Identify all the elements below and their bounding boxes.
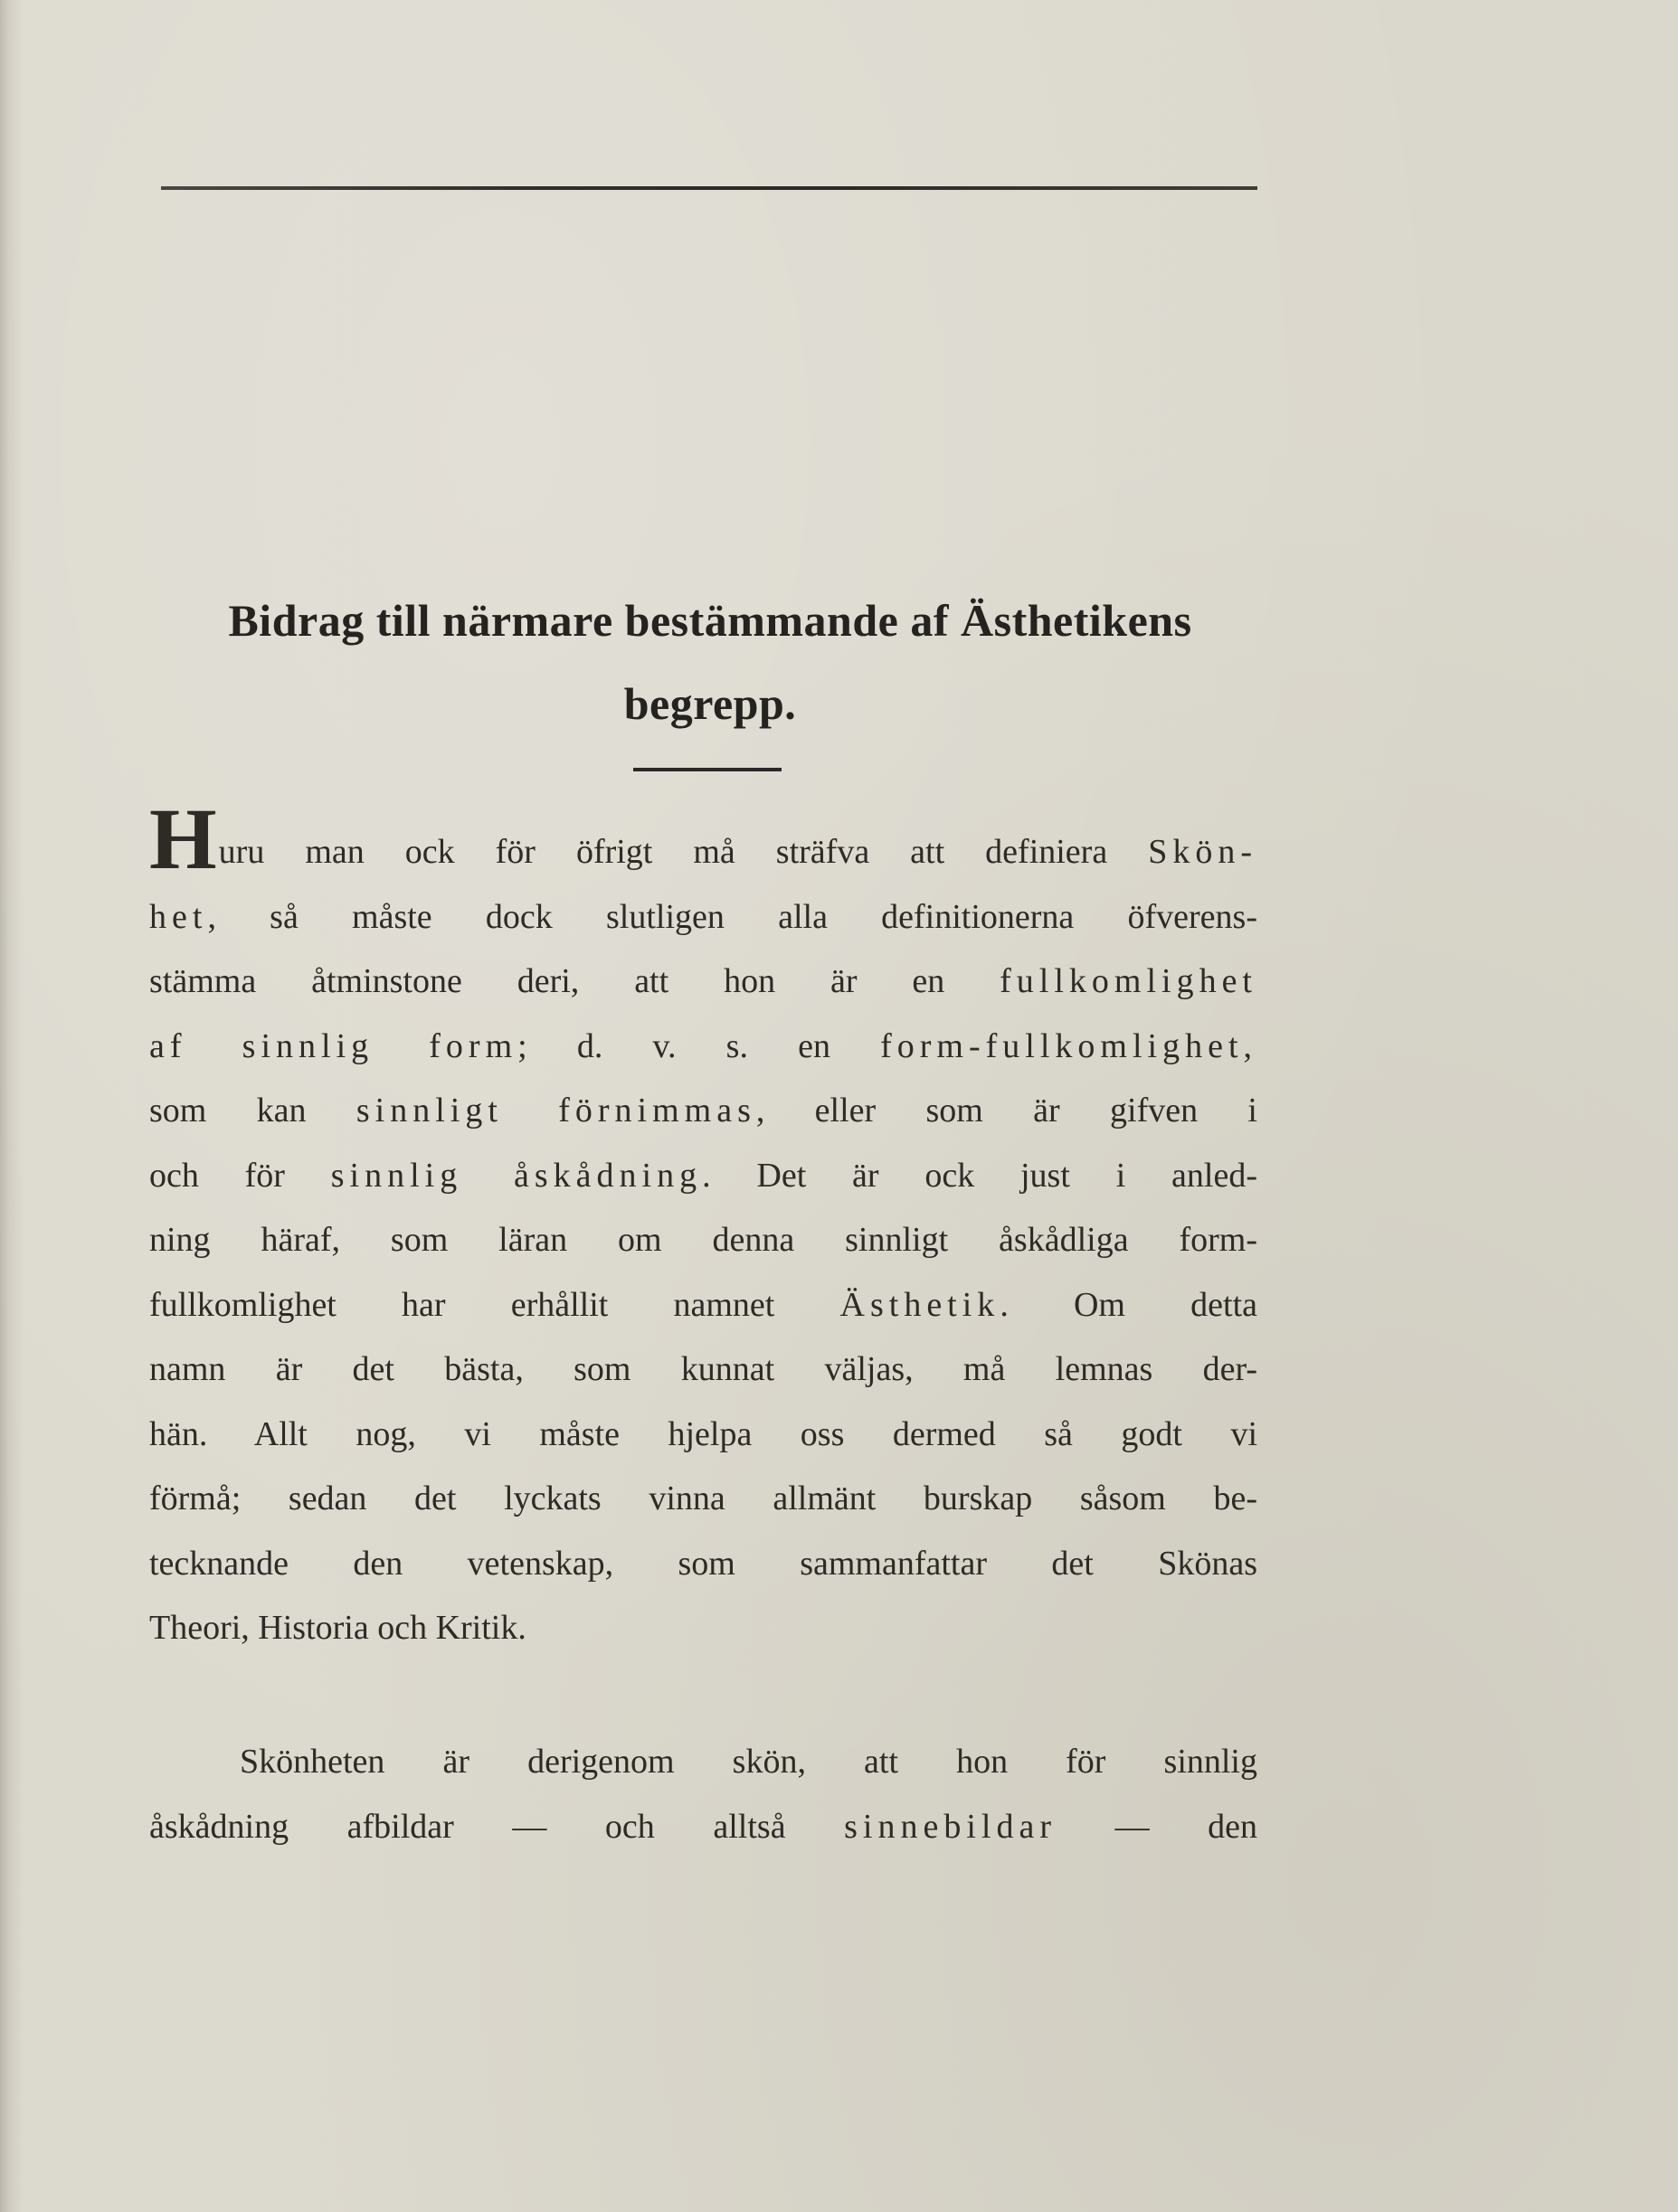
text-line xyxy=(149,1208,1257,1273)
chapter-title-line-2: begrepp. xyxy=(623,678,797,729)
text-line xyxy=(149,1596,1257,1661)
title-rule xyxy=(633,768,782,771)
text-run: hän. Allt nog, vi måste hjelpa oss dermed så godt vi xyxy=(149,1414,1257,1453)
text-run: uru man ock för öfrigt må sträfva att definiera xyxy=(218,833,1149,871)
text-run: fullkomlighet har erhållit namnet xyxy=(149,1285,840,1324)
text-run: . Om detta xyxy=(1000,1285,1257,1324)
text-run-spaced: sinnebildar xyxy=(844,1807,1057,1846)
text-run-spaced: af sinnlig form xyxy=(149,1026,518,1065)
text-run: tecknande den vetenskap, som sammanfattar det Skönas xyxy=(149,1544,1257,1583)
text-line xyxy=(149,1730,1257,1795)
text-line xyxy=(149,1532,1257,1597)
paragraph-1 xyxy=(149,790,1257,1661)
chapter-title-line-1: Bidrag till närmare bestämmande af Ästhetikens xyxy=(228,595,1192,646)
text-run: förmå; sedan det lyckats vinna allmänt burskap såsom be- xyxy=(149,1479,1257,1517)
text-run: namn är det bästa, som kunnat väljas, må lemnas der- xyxy=(149,1350,1257,1388)
text-run: Theori, Historia och Kritik. xyxy=(149,1609,526,1647)
text-run: . Det är ock just i anled- xyxy=(702,1156,1257,1195)
text-run: stämma åtminstone deri, att hon är en xyxy=(149,962,1000,1000)
text-run: Skönheten är derigenom skön, att hon för sinnlig xyxy=(240,1743,1257,1781)
text-run: och för xyxy=(149,1156,331,1195)
drop-cap: H xyxy=(149,790,217,887)
paragraph-2 xyxy=(149,1730,1257,1859)
text-run-spaced: Skön- xyxy=(1148,833,1257,871)
text-line xyxy=(149,1403,1257,1468)
text-run: ; d. v. s. en xyxy=(517,1026,881,1065)
text-run-spaced: Ästhetik xyxy=(839,1285,1000,1324)
text-run-spaced: form-fullkomlighet, xyxy=(880,1026,1257,1065)
chapter-title xyxy=(136,579,1285,745)
text-line xyxy=(149,1273,1257,1338)
text-line xyxy=(149,1795,1257,1860)
text-run-spaced: sinnligt förnimmas xyxy=(356,1092,756,1130)
text-run: , så måste dock slutligen alla definitionerna öfverens- xyxy=(207,897,1257,936)
text-run: , eller som är gifven i xyxy=(755,1092,1257,1130)
text-run: — den xyxy=(1057,1807,1258,1846)
text-line xyxy=(149,1144,1257,1209)
top-rule xyxy=(161,186,1257,190)
text-run-spaced: fullkomlighet xyxy=(1000,962,1257,1000)
text-line xyxy=(149,1079,1257,1144)
text-run: som kan xyxy=(149,1092,356,1130)
text-line xyxy=(149,1467,1257,1532)
text-line xyxy=(149,1015,1257,1080)
text-run-spaced: sinnlig åskådning xyxy=(330,1156,703,1195)
text-run-spaced: het xyxy=(149,897,208,936)
text-run: ning häraf, som läran om denna sinnligt åskådliga form- xyxy=(149,1221,1257,1259)
text-line xyxy=(149,885,1257,950)
text-run: åskådning afbildar — och alltså xyxy=(149,1807,845,1846)
text-line xyxy=(149,950,1257,1015)
text-line xyxy=(149,790,1257,887)
text-line xyxy=(149,1338,1257,1403)
